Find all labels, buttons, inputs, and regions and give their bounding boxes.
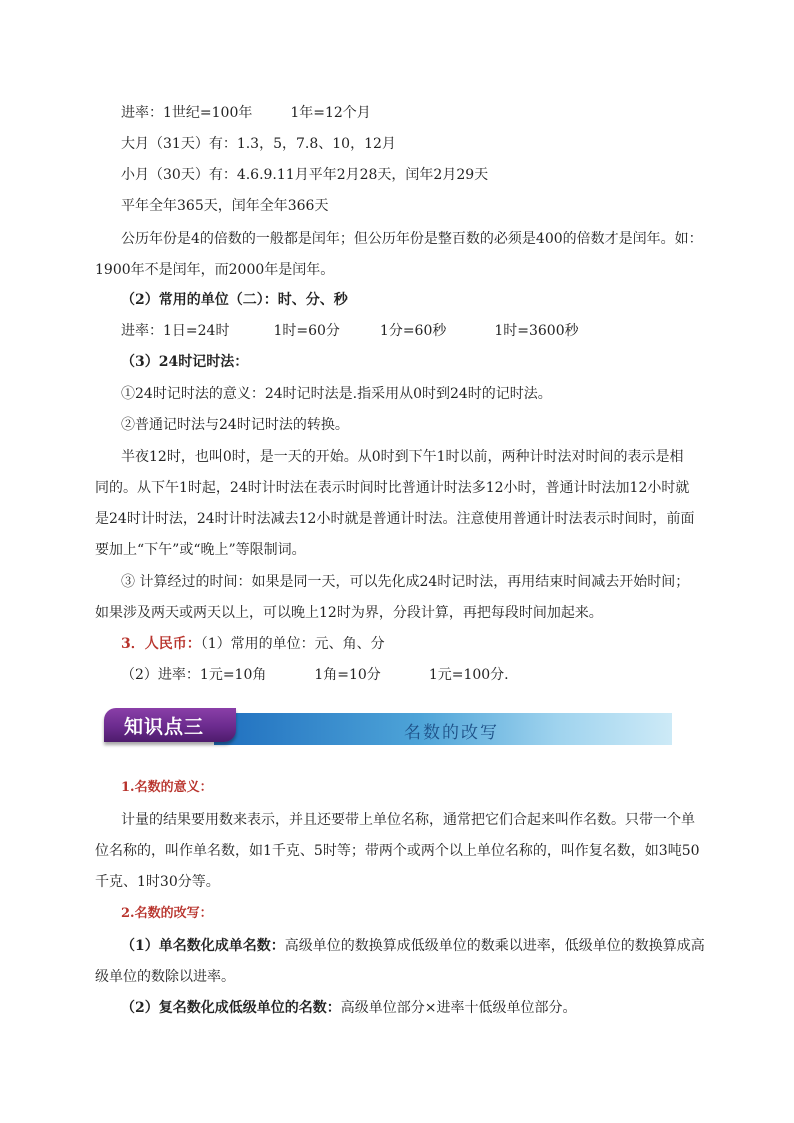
text-line: 位名称的，叫作单名数，如1千克、5时等；带两个或两个以上单位名称的，叫作复名数，如3吨50	[95, 843, 700, 859]
banner-badge-label: 知识点三	[124, 716, 205, 738]
rule-label: （1）单名数化成单名数：	[121, 938, 285, 954]
rmb-heading: 3．人民币：	[121, 636, 201, 652]
text-line: 同的。从下午1时起，24时计时法在表示时间时比普通计时法多12小时，普通计时法加12小时就	[95, 480, 690, 496]
rate-century: 进率：1世纪=100年	[121, 105, 253, 121]
rule-label: （2）复名数化成低级单位的名数：	[121, 1000, 341, 1016]
text-line: 千克、1时30分等。	[95, 874, 220, 890]
banner-badge	[104, 708, 236, 742]
text-line	[121, 103, 371, 123]
subheading: （3）24时记时法：	[121, 354, 249, 370]
text-line	[121, 634, 385, 654]
section-heading: 2.名数的改写：	[121, 906, 213, 921]
text-line	[121, 321, 579, 341]
rate-minute: 1分=60秒	[379, 323, 447, 339]
rate-yuan-fen: 1元=100分.	[428, 667, 509, 683]
rate-hour-seconds: 1时=3600秒	[494, 323, 579, 339]
rmb-units: （1）常用的单位：元、角、分	[200, 636, 385, 652]
section-heading: 1.名数的意义：	[121, 780, 213, 795]
text-line: ②普通记时法与24时记时法的转换。	[121, 417, 349, 433]
text-line: 是24时计时法，24时计时法减去12小时就是普通计时法。注意使用普通计时法表示时间时，前面	[95, 511, 695, 527]
text-line: 大月（31天）有：1.3，5，7.8、10，12月	[121, 136, 396, 152]
rate-year: 1年=12个月	[290, 105, 371, 121]
banner-title: 名数的改写	[404, 723, 499, 743]
text-line: 要加上“下午”或“晚上”等限制词。	[95, 542, 306, 558]
text-line	[121, 936, 705, 956]
text-line: 1900年不是闰年，而2000年是闰年。	[95, 262, 335, 278]
text-line: 公历年份是4的倍数的一般都是闰年；但公历年份是整百数的必须是400的倍数才是闰年。如：	[121, 231, 703, 247]
text-line: 级单位的数除以进率。	[95, 969, 235, 985]
rate-yuan: （2）进率：1元=10角	[121, 667, 267, 683]
rate-jiao: 1角=10分	[314, 667, 381, 683]
text-line: ③ 计算经过的时间：如果是同一天，可以先化成24时记时法，再用结束时间减去开始时间；	[121, 574, 690, 590]
text-line: ①24时记时法的意义：24时记时法是.指采用从0时到24时的记时法。	[121, 386, 552, 402]
rate-hour: 1时=60分	[273, 323, 340, 339]
text-line	[121, 998, 576, 1018]
text-line	[121, 665, 509, 685]
rule-text: 高级单位部分×进率十低级单位部分。	[340, 1000, 577, 1016]
subheading: （2）常用的单位（二）：时、分、秒	[121, 292, 348, 308]
text-line: 平年全年365天，闰年全年366天	[121, 198, 329, 214]
rate-day: 进率：1日=24时	[121, 323, 230, 339]
section-banner	[104, 708, 672, 746]
text-line: 计量的结果要用数来表示，并且还要带上单位名称，通常把它们合起来叫作名数。只带一个单	[121, 812, 695, 828]
text-line: 如果涉及两天或两天以上，可以晚上12时为界，分段计算，再把每段时间加起来。	[95, 605, 603, 621]
text-line: 小月（30天）有：4.6.9.11月平年2月28天，闰年2月29天	[121, 167, 489, 183]
text-line: 半夜12时，也叫0时，是一天的开始。从0时到下午1时以前，两种计时法对时间的表示是相	[121, 449, 684, 465]
rule-text: 高级单位的数换算成低级单位的数乘以进率，低级单位的数换算成高	[284, 938, 705, 954]
